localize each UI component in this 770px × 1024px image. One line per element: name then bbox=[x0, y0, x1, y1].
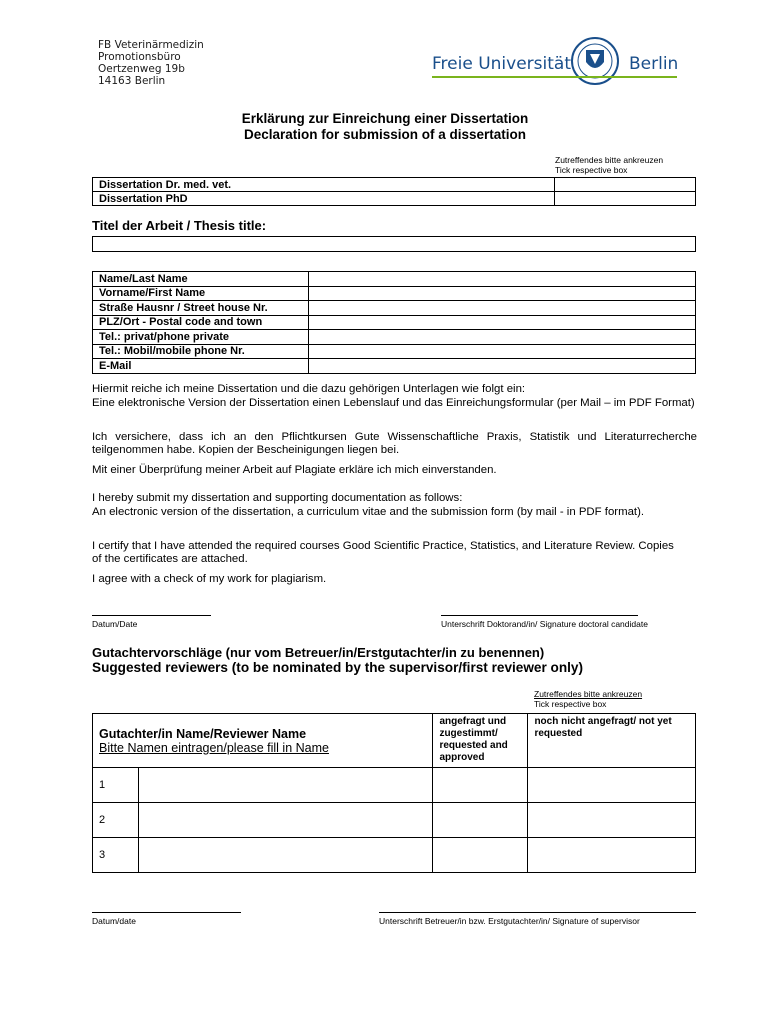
reviewers-header-row bbox=[93, 714, 696, 768]
tick-note-en: Tick respective box bbox=[555, 165, 628, 175]
thesis-title-field[interactable] bbox=[92, 236, 696, 252]
col-requested: angefragt und zugestimmt/ requested and approved bbox=[433, 714, 528, 768]
field-label: Name/Last Name bbox=[93, 272, 309, 287]
paragraph-de-1: Hiermit reiche ich meine Dissertation und die dazu gehörigen Unterlagen wie folgt ein: bbox=[92, 383, 526, 395]
signature-line[interactable] bbox=[441, 615, 638, 616]
reviewer-name-subtitle: Bitte Namen eintragen/please fill in Name bbox=[99, 740, 329, 755]
paragraph-en-4: I agree with a check of my work for plagiarism. bbox=[92, 573, 327, 585]
degree-checkbox[interactable] bbox=[555, 192, 696, 206]
reviewers-heading-en: Suggested reviewers (to be nominated by the supervisor/first reviewer only) bbox=[92, 660, 584, 675]
reviewers-heading-de: Gutachtervorschläge (nur vom Betreuer/in/Erstgutachter/in zu benennen) bbox=[92, 645, 545, 660]
degree-label: Dissertation PhD bbox=[93, 192, 555, 206]
supervisor-signature-line[interactable] bbox=[379, 912, 696, 913]
address-line: Promotionsbüro bbox=[98, 51, 181, 63]
col-not-requested: noch nicht angefragt/ not yet requested bbox=[528, 714, 696, 768]
field-label: E-Mail bbox=[93, 359, 309, 374]
personal-data-table bbox=[92, 271, 696, 374]
logo-text-left: Freie Universität bbox=[432, 54, 571, 74]
date-label-2: Datum/date bbox=[92, 916, 136, 926]
field-value[interactable] bbox=[309, 301, 696, 316]
degree-row bbox=[93, 178, 696, 192]
logo-text-right: Berlin bbox=[629, 54, 679, 74]
doc-title-de: Erklärung zur Einreichung einer Dissertation bbox=[241, 111, 529, 126]
reviewer-name-title: Gutachter/in Name/Reviewer Name bbox=[99, 726, 307, 741]
reviewer-name-field[interactable] bbox=[139, 838, 433, 873]
sender-address bbox=[98, 39, 204, 87]
paragraph-de-2: Eine elektronische Version der Dissertation einen Lebenslauf und das Einreichungsformular (per Mail – im PDF Format) bbox=[92, 397, 695, 409]
not-requested-checkbox[interactable] bbox=[528, 803, 696, 838]
degree-row bbox=[93, 192, 696, 206]
paragraph-en-2: An electronic version of the dissertation, a curriculum vitae and the submission form (by mail - in PDF format). bbox=[92, 506, 645, 518]
reviewer-number: 2 bbox=[93, 803, 139, 838]
reviewer-number: 3 bbox=[93, 838, 139, 873]
signature-label: Unterschrift Doktorand/in/ Signature doctoral candidate bbox=[441, 619, 648, 629]
paragraph-en-3: I certify that I have attended the required courses Good Scientific Practice, Statistics, and Literature Review. Copies of the certificates are attached. bbox=[92, 540, 674, 565]
reviewer-row bbox=[93, 803, 696, 838]
requested-checkbox[interactable] bbox=[433, 768, 528, 803]
field-value[interactable] bbox=[309, 359, 696, 374]
reviewer-name-field[interactable] bbox=[139, 803, 433, 838]
field-label: Vorname/First Name bbox=[93, 286, 309, 301]
address-line: Oertzenweg 19b bbox=[98, 63, 185, 75]
paragraph-de-3: Ich versichere, dass ich an den Pflichtkursen Gute Wissenschaftliche Praxis, Statistik und Literaturrecherche teilgenommen habe. Kopien der Bescheinigungen liegen bei. bbox=[92, 431, 697, 456]
seal-icon bbox=[564, 36, 626, 86]
paragraph-de-4: Mit einer Überprüfung meiner Arbeit auf Plagiate erkläre ich mich einverstanden. bbox=[92, 464, 497, 476]
degree-label: Dissertation Dr. med. vet. bbox=[93, 178, 555, 192]
date-line[interactable] bbox=[92, 615, 211, 616]
address-line: 14163 Berlin bbox=[98, 75, 166, 87]
reviewer-name-field[interactable] bbox=[139, 768, 433, 803]
field-value[interactable] bbox=[309, 272, 696, 287]
field-value[interactable] bbox=[309, 286, 696, 301]
reviewer-row bbox=[93, 838, 696, 873]
degree-checkbox[interactable] bbox=[555, 178, 696, 192]
not-requested-checkbox[interactable] bbox=[528, 838, 696, 873]
field-label: PLZ/Ort - Postal code and town bbox=[93, 315, 309, 330]
field-label: Tel.: privat/phone private bbox=[93, 330, 309, 345]
reviewer-number: 1 bbox=[93, 768, 139, 803]
reviewer-row bbox=[93, 768, 696, 803]
address-line: FB Veterinärmedizin bbox=[98, 39, 204, 51]
university-logo bbox=[432, 36, 682, 86]
field-value[interactable] bbox=[309, 315, 696, 330]
reviewers-tick-de: Zutreffendes bitte ankreuzen bbox=[534, 689, 643, 699]
field-value[interactable] bbox=[309, 344, 696, 359]
field-label: Straße Hausnr / Street house Nr. bbox=[93, 301, 309, 316]
paragraph-en-1: I hereby submit my dissertation and supporting documentation as follows: bbox=[92, 492, 463, 504]
reviewer-name-header bbox=[93, 714, 433, 768]
reviewers-table bbox=[92, 713, 696, 873]
requested-checkbox[interactable] bbox=[433, 838, 528, 873]
reviewers-tick-en: Tick respective box bbox=[534, 699, 607, 709]
field-value[interactable] bbox=[309, 330, 696, 345]
requested-checkbox[interactable] bbox=[433, 803, 528, 838]
date-line-2[interactable] bbox=[92, 912, 241, 913]
supervisor-signature-label: Unterschrift Betreuer/in bzw. Erstgutachter/in/ Signature of supervisor bbox=[379, 916, 640, 926]
date-label: Datum/Date bbox=[92, 619, 138, 629]
tick-note-de: Zutreffendes bitte ankreuzen bbox=[555, 155, 664, 165]
not-requested-checkbox[interactable] bbox=[528, 768, 696, 803]
field-label: Tel.: Mobil/mobile phone Nr. bbox=[93, 344, 309, 359]
logo-underline bbox=[432, 76, 677, 78]
thesis-title-label: Titel der Arbeit / Thesis title: bbox=[92, 218, 267, 233]
degree-table bbox=[92, 177, 696, 206]
doc-title-en: Declaration for submission of a dissertation bbox=[243, 127, 527, 142]
